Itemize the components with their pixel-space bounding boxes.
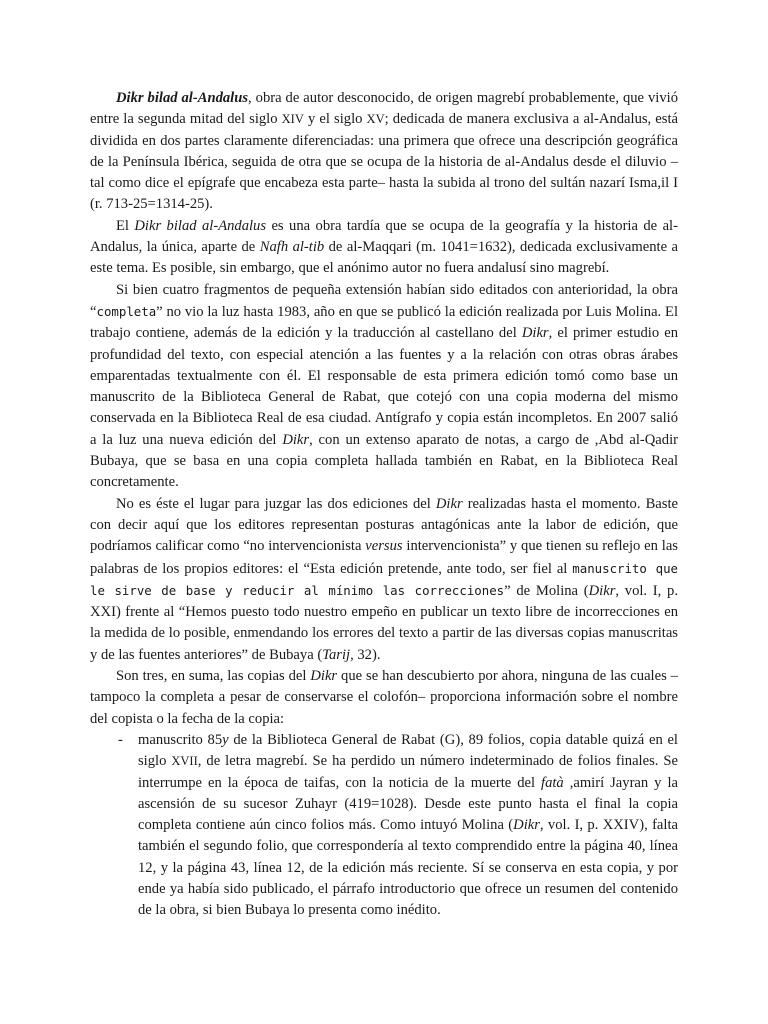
document-page <box>90 88 678 922</box>
text-span: ,amirí Jayran y la ascensión de su sucesor Zuhayr (419=1028). Desde este punto hasta el final la copia completa contiene aún cinco folios más. Como intuyó Molina ( <box>138 774 678 834</box>
paragraph-late-work <box>90 216 678 280</box>
text-span: , vol. I, p. XXI) frente al “Hemos puesto todo nuestro empeño en publicar un texto libre de incorrecciones en la medida de lo posible, enmendando los errores del texto a partir de las diversas copias manuscritas y de las fuentes anteriores” de Bubaya ( <box>90 582 678 663</box>
text-span: de al-Maqqari (m. 1041=1632), dedicada exclusivamente a este tema. Es posible, sin embargo, que el anónimo autor no fuera andalusí sino magrebí. <box>90 239 678 277</box>
text-span: , 32). <box>350 646 381 663</box>
italic-title: Nafh al-tib <box>259 239 325 256</box>
text-span: y el siglo <box>303 111 367 128</box>
text-span: Si bien cuatro fragmentos de pequeña extensión habían sido editados con anterioridad, la obra “ <box>90 281 678 320</box>
italic-title: Tarij <box>322 646 351 663</box>
text-span: realizadas hasta el momento. Baste con decir aquí que los editores representan posturas antagónicas ante la labor de edición, que podríamos calificar como “no intervencionista <box>90 495 678 555</box>
text-span: , obra de autor desconocido, de origen magrebí probablemente, que vivió entre la segunda mitad del siglo <box>90 90 678 128</box>
italic-word: y <box>222 731 229 748</box>
italic-word: versus <box>365 538 403 555</box>
italic-title: Dikr <box>435 495 463 512</box>
text-span: de la Biblioteca General de Rabat (G), 89 folios, copia datable quizá en el siglo <box>138 731 678 770</box>
mono-quote: completa <box>96 303 157 319</box>
italic-title: Dikr <box>521 325 549 342</box>
text-span: ” de Molina ( <box>504 582 589 599</box>
text-span: que se han descubierto por ahora, ninguna de las cuales –tampoco la completa a pesar de conservarse el colofón– proporciona información sobre el nombre del copista o la fecha de la copia: <box>90 668 678 727</box>
text-span: , de letra magrebí. Se ha perdido un número indeterminado de folios finales. Se interrumpe en la época de taifas, con la noticia de la muerte del <box>138 753 679 791</box>
paragraph-intro <box>90 88 678 216</box>
text-span: intervencionista” y que tienen su reflejo en las palabras de los propios editores: el “Esta edición pretende, ante todo, ser fiel al <box>90 538 678 577</box>
paragraph-editors <box>90 494 678 666</box>
text-span: No es éste el lugar para juzgar las dos ediciones del <box>116 495 436 512</box>
text-span: Son tres, en suma, las copias del <box>116 668 311 685</box>
text-span: , con un extenso aparato de notas, a cargo de ,Abd al-Qadir Bubaya, que se basa en una copia completa hallada también en Rabat, en la Biblioteca Real concretamente. <box>90 431 678 491</box>
paragraph-editions <box>90 280 678 494</box>
century-numeral: XV <box>366 112 385 127</box>
text-span: , vol. I, p. XXIV), falta también el segundo folio, que correspondería al texto comprendido entre la página 40, línea 12, y la página 43, línea 12, de la edición más reciente. Sí se conserva en esta copia, y por ende ya había sido publicado, el párrafo introductorio que ofrece un resumen del contenido de la obra, si bien Bubaya lo presenta como inédito. <box>138 817 678 919</box>
italic-title: Dikr <box>588 582 616 599</box>
italic-title: Dikr <box>282 431 310 448</box>
text-span: manuscrito 85 <box>138 731 223 748</box>
century-numeral: XVII <box>171 754 198 769</box>
text-span: , el primer estudio en profundidad del texto, con especial atención a las fuentes y a la relación con otras obras árabes emparentadas textualmente con él. El responsable de esta primera edición tomó como base un manuscrito de la Biblioteca General de Rabat, que cotejó con una copia moderna del mismo conservada en la Biblioteca Real de esa ciudad. Antígrafo y copia están incompletos. En 2007 salió a la luz una nueva edición del <box>90 325 679 448</box>
work-title: Dikr bilad al-Andalus <box>116 90 249 106</box>
text-span: El <box>116 217 135 234</box>
text-span: ” no vio la luz hasta 1983, año en que se publicó la edición realizada por Luis Molina. El trabajo contiene, además de la edición y la traducción al castellano del <box>90 303 678 342</box>
italic-title: Dikr <box>310 668 338 685</box>
mono-quote: manuscrito que le sirve de base y reducir al mínimo las correcciones <box>90 560 679 598</box>
list-item <box>90 730 678 922</box>
dash-bullet: - <box>118 731 123 748</box>
text-span: ; dedicada de manera exclusiva a al-Andalus, está dividida en dos partes claramente diferenciadas: una primera que ofrece una descripción geográfica de la Península Ibérica, seguida de otra que se ocupa de la historia de al-Andalus desde el diluvio –tal como dice el epígrafe que encabeza esta parte– hasta la subida al trono del sultán nazarí Isma,il I (r. 713-25=1314-25). <box>90 111 678 213</box>
italic-title: Dikr <box>513 817 540 834</box>
century-numeral: XIV <box>281 112 304 127</box>
text-span: es una obra tardía que se ocupa de la geografía y la historia de al-Andalus, la única, aparte de <box>90 217 678 256</box>
italic-word: fatà <box>541 774 564 791</box>
paragraph-copies <box>90 666 678 730</box>
copies-list <box>90 730 678 922</box>
italic-title: Dikr bilad al-Andalus <box>134 217 267 234</box>
